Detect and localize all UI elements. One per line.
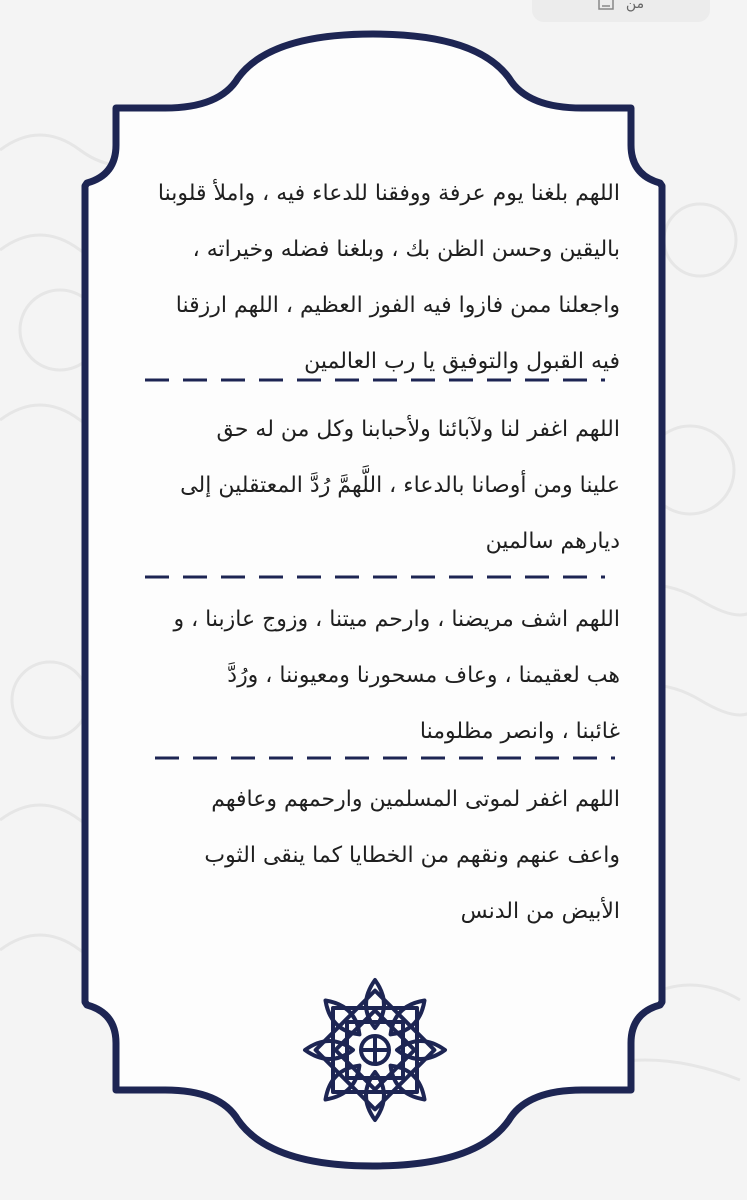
dua-line: علينا ومن أوصانا بالدعاء ، اللَّهمَّ رُدَّ المعتقلين إلى xyxy=(180,473,620,498)
dua-paragraph-3 xyxy=(150,592,620,760)
dua-line: واجعلنا ممن فازوا فيه الفوز العظيم ، اللهم ارزقنا xyxy=(175,293,620,318)
dua-line: هب لعقيمنا ، وعاف مسحورنا ومعيوننا ، ورُدَّ xyxy=(227,663,620,688)
dua-line: اللهم اشف مريضنا ، وارحم ميتنا ، وزوج عازبنا ، و xyxy=(173,607,620,632)
dua-line: اللهم اغفر لنا ولآبائنا ولأحبابنا وكل من له حق xyxy=(216,417,620,442)
dua-line: اللهم بلغنا يوم عرفة ووفقنا للدعاء فيه ، واملأ قلوبنا xyxy=(157,181,620,206)
dua-line: فيه القبول والتوفيق يا رب العالمين xyxy=(304,349,620,374)
dua-line: الأبيض من الدنس xyxy=(460,899,620,924)
islamic-star-knot-icon xyxy=(300,975,450,1125)
page-indicator-text: من xyxy=(625,0,645,12)
dashed-divider xyxy=(150,748,620,768)
dashed-divider xyxy=(140,370,610,390)
dua-paragraph-4 xyxy=(150,772,620,940)
dua-line: واعف عنهم ونقهم من الخطايا كما ينقى الثوب xyxy=(204,843,620,868)
dua-paragraph-1 xyxy=(150,166,620,390)
dua-line: اللهم اغفر لموتى المسلمين وارحمهم وعافهم xyxy=(211,787,620,812)
dua-line: ديارهم سالمين xyxy=(485,529,620,554)
dua-line: غائبنا ، وانصر مظلومنا xyxy=(419,719,620,744)
dua-paragraph-2 xyxy=(150,402,620,570)
dua-line: باليقين وحسن الظن بك ، وبلغنا فضله وخيراته ، xyxy=(192,237,620,262)
dashed-divider xyxy=(140,567,610,587)
